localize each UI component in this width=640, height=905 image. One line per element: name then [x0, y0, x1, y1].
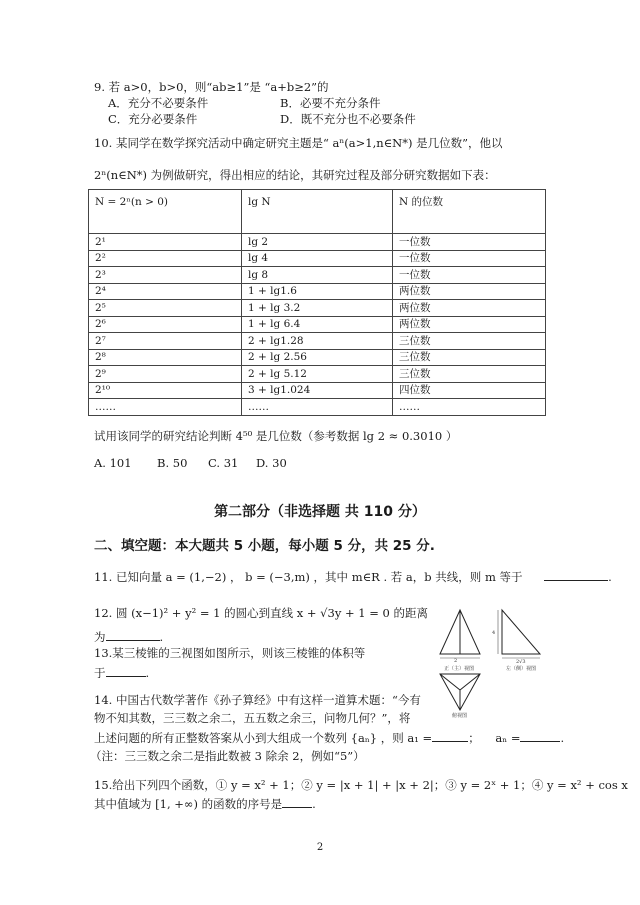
cell-n: 2⁹: [89, 366, 242, 383]
q14-end: .: [560, 731, 565, 745]
q14-a1-label: ，则 a₁ =: [380, 731, 433, 745]
cell-lg: 3 + lg1.024: [242, 382, 393, 399]
cell-digits: 一位数: [393, 267, 546, 284]
q14-an-blank[interactable]: [520, 729, 560, 742]
cell-lg: 1 + lg 6.4: [242, 316, 393, 333]
cell-lg: 2 + lg1.28: [242, 333, 393, 350]
cell-n: 2⁶: [89, 316, 242, 333]
q14-line3-text: 上述问题的所有正整数答案从小到大组成一个数列: [94, 731, 347, 745]
q10-stem-line1: 10. 某同学在数学探究活动中确定研究主题是“ aⁿ(a>1,n∈N*) 是几位数”，他以: [94, 136, 503, 150]
q11-end: .: [608, 570, 612, 584]
table-row: [89, 250, 546, 267]
q13-answer-blank[interactable]: [106, 664, 146, 677]
cell-digits: 两位数: [393, 283, 546, 300]
q14-note: （注：三三数之余二是指此数被 3 除余 2，例如“5”）: [90, 749, 365, 763]
table-header-row: [89, 190, 546, 234]
q14-a1-blank[interactable]: [432, 729, 468, 742]
q10-stem-line2: 2ⁿ(n∈N*) 为例做研究，得出相应的结论，其研究过程及部分研究数据如下表：: [94, 168, 496, 182]
q12-answer-blank[interactable]: [106, 628, 160, 641]
q11-stem: 11. 已知向量 a = (1,−2) ， b = (−3,m) ，其中 m∈R . 若 a，b 共线，则 m 等于: [94, 570, 523, 584]
q15-line1: 15.给出下列四个函数，① y = x² + 1；② y = |x + 1| + |x + 2|；③ y = 2ˣ + 1；④ y = x² + cos x: [94, 778, 628, 792]
q14-line2: 物不知其数，三三数之余二，五五数之余三，问物几何？”，将: [94, 711, 411, 725]
front-dim-label: 2: [454, 658, 458, 664]
cell-n: 2¹: [89, 234, 242, 251]
top-view-label: 俯视图: [452, 713, 468, 718]
cell-n: 2²: [89, 250, 242, 267]
q9-option-d: D．既不充分也不必要条件: [280, 112, 416, 126]
side-view: [492, 610, 540, 672]
q12-prefix: 为: [94, 630, 106, 644]
q14-an-label: aₙ =: [495, 731, 521, 745]
cell-n: 2⁸: [89, 349, 242, 366]
q14-line1: 14. 中国古代数学著作《孙子算经》中有这样一道算术题：“今有: [94, 693, 421, 707]
table-row: [89, 316, 546, 333]
cell-digits: 四位数: [393, 382, 546, 399]
q9-option-a: A．充分不必要条件: [108, 96, 209, 110]
q11-answer-blank[interactable]: [544, 568, 608, 581]
table-row: [89, 267, 546, 284]
q12-end: .: [159, 630, 164, 644]
front-view-label: 正（主）视图: [444, 666, 475, 672]
cell-lg: lg 2: [242, 234, 393, 251]
table-header-digits: N 的位数: [393, 190, 546, 234]
cell-n: 2⁴: [89, 283, 242, 300]
q12-line2: [94, 628, 163, 645]
table-row: [89, 399, 546, 416]
cell-digits: 三位数: [393, 333, 546, 350]
cell-digits: 两位数: [393, 300, 546, 317]
table-header-n: N = 2ⁿ(n > 0): [89, 190, 242, 234]
cell-lg: 1 + lg 3.2: [242, 300, 393, 317]
q11-text: [94, 568, 612, 585]
cell-n: 2³: [89, 267, 242, 284]
part-two-title: 第二部分（非选择题 共 110 分）: [214, 504, 426, 520]
q14-line3: [94, 729, 564, 746]
side-dim-label: 2√3: [516, 659, 526, 665]
cell-digits: 一位数: [393, 250, 546, 267]
cell-digits: 一位数: [393, 234, 546, 251]
cell-lg: lg 4: [242, 250, 393, 267]
table-header-lgn: lg N: [242, 190, 393, 234]
front-view: [440, 610, 480, 672]
three-view-figure: [436, 606, 548, 718]
height-dim-label: 4: [492, 630, 496, 636]
q13-prefix: 于: [94, 666, 106, 680]
table-row: [89, 283, 546, 300]
q10-option-a: A. 101: [94, 456, 132, 470]
q15-line2: [94, 795, 316, 812]
q14-sep: ；: [468, 731, 480, 745]
cell-lg: ……: [242, 399, 393, 416]
cell-lg: 2 + lg 5.12: [242, 366, 393, 383]
cell-lg: 1 + lg1.6: [242, 283, 393, 300]
table-row: [89, 234, 546, 251]
table-row: [89, 349, 546, 366]
cell-n: 2¹⁰: [89, 382, 242, 399]
table-row: [89, 382, 546, 399]
q10-option-d: D. 30: [256, 456, 287, 470]
page-number: 2: [316, 842, 324, 853]
q13-end: .: [145, 666, 150, 680]
cell-digits: 三位数: [393, 366, 546, 383]
table-row: [89, 300, 546, 317]
q15-answer-blank[interactable]: [282, 795, 312, 808]
table-row: [89, 366, 546, 383]
cell-n: 2⁵: [89, 300, 242, 317]
q9-stem: 9. 若 a>0，b>0，则“ab≥1”是 “a+b≥2”的: [94, 80, 329, 94]
cell-n: ……: [89, 399, 242, 416]
q15-end: .: [312, 797, 316, 811]
q15-stem: 其中值域为 [1, +∞) 的函数的序号是: [94, 797, 283, 811]
cell-digits: 三位数: [393, 349, 546, 366]
q14-sequence: {aₙ}: [350, 731, 378, 745]
top-view: [440, 674, 480, 718]
side-view-label: 左（侧）视图: [506, 666, 537, 672]
q9-option-c: C．充分必要条件: [108, 112, 198, 126]
q13-line1: 13.某三棱锥的三视图如图所示，则该三棱锥的体积等: [94, 646, 366, 660]
q13-line2: [94, 664, 149, 681]
cell-lg: 2 + lg 2.56: [242, 349, 393, 366]
q10-conclusion: 试用该同学的研究结论判断 4⁵⁰ 是几位数（参考数据 lg 2 ≈ 0.3010 ）: [94, 429, 458, 443]
q10-option-b: B. 50: [157, 456, 188, 470]
q12-line1: 12. 圆 (x−1)² + y² = 1 的圆心到直线 x + √3y + 1 = 0 的距离: [94, 606, 429, 620]
cell-n: 2⁷: [89, 333, 242, 350]
research-table: [88, 189, 546, 416]
table-row: [89, 333, 546, 350]
q9-option-b: B．必要不充分条件: [280, 96, 381, 110]
cell-digits: ……: [393, 399, 546, 416]
fill-in-section-title: 二、填空题：本大题共 5 小题，每小题 5 分，共 25 分.: [94, 538, 435, 554]
cell-lg: lg 8: [242, 267, 393, 284]
cell-digits: 两位数: [393, 316, 546, 333]
q10-option-c: C. 31: [208, 456, 239, 470]
